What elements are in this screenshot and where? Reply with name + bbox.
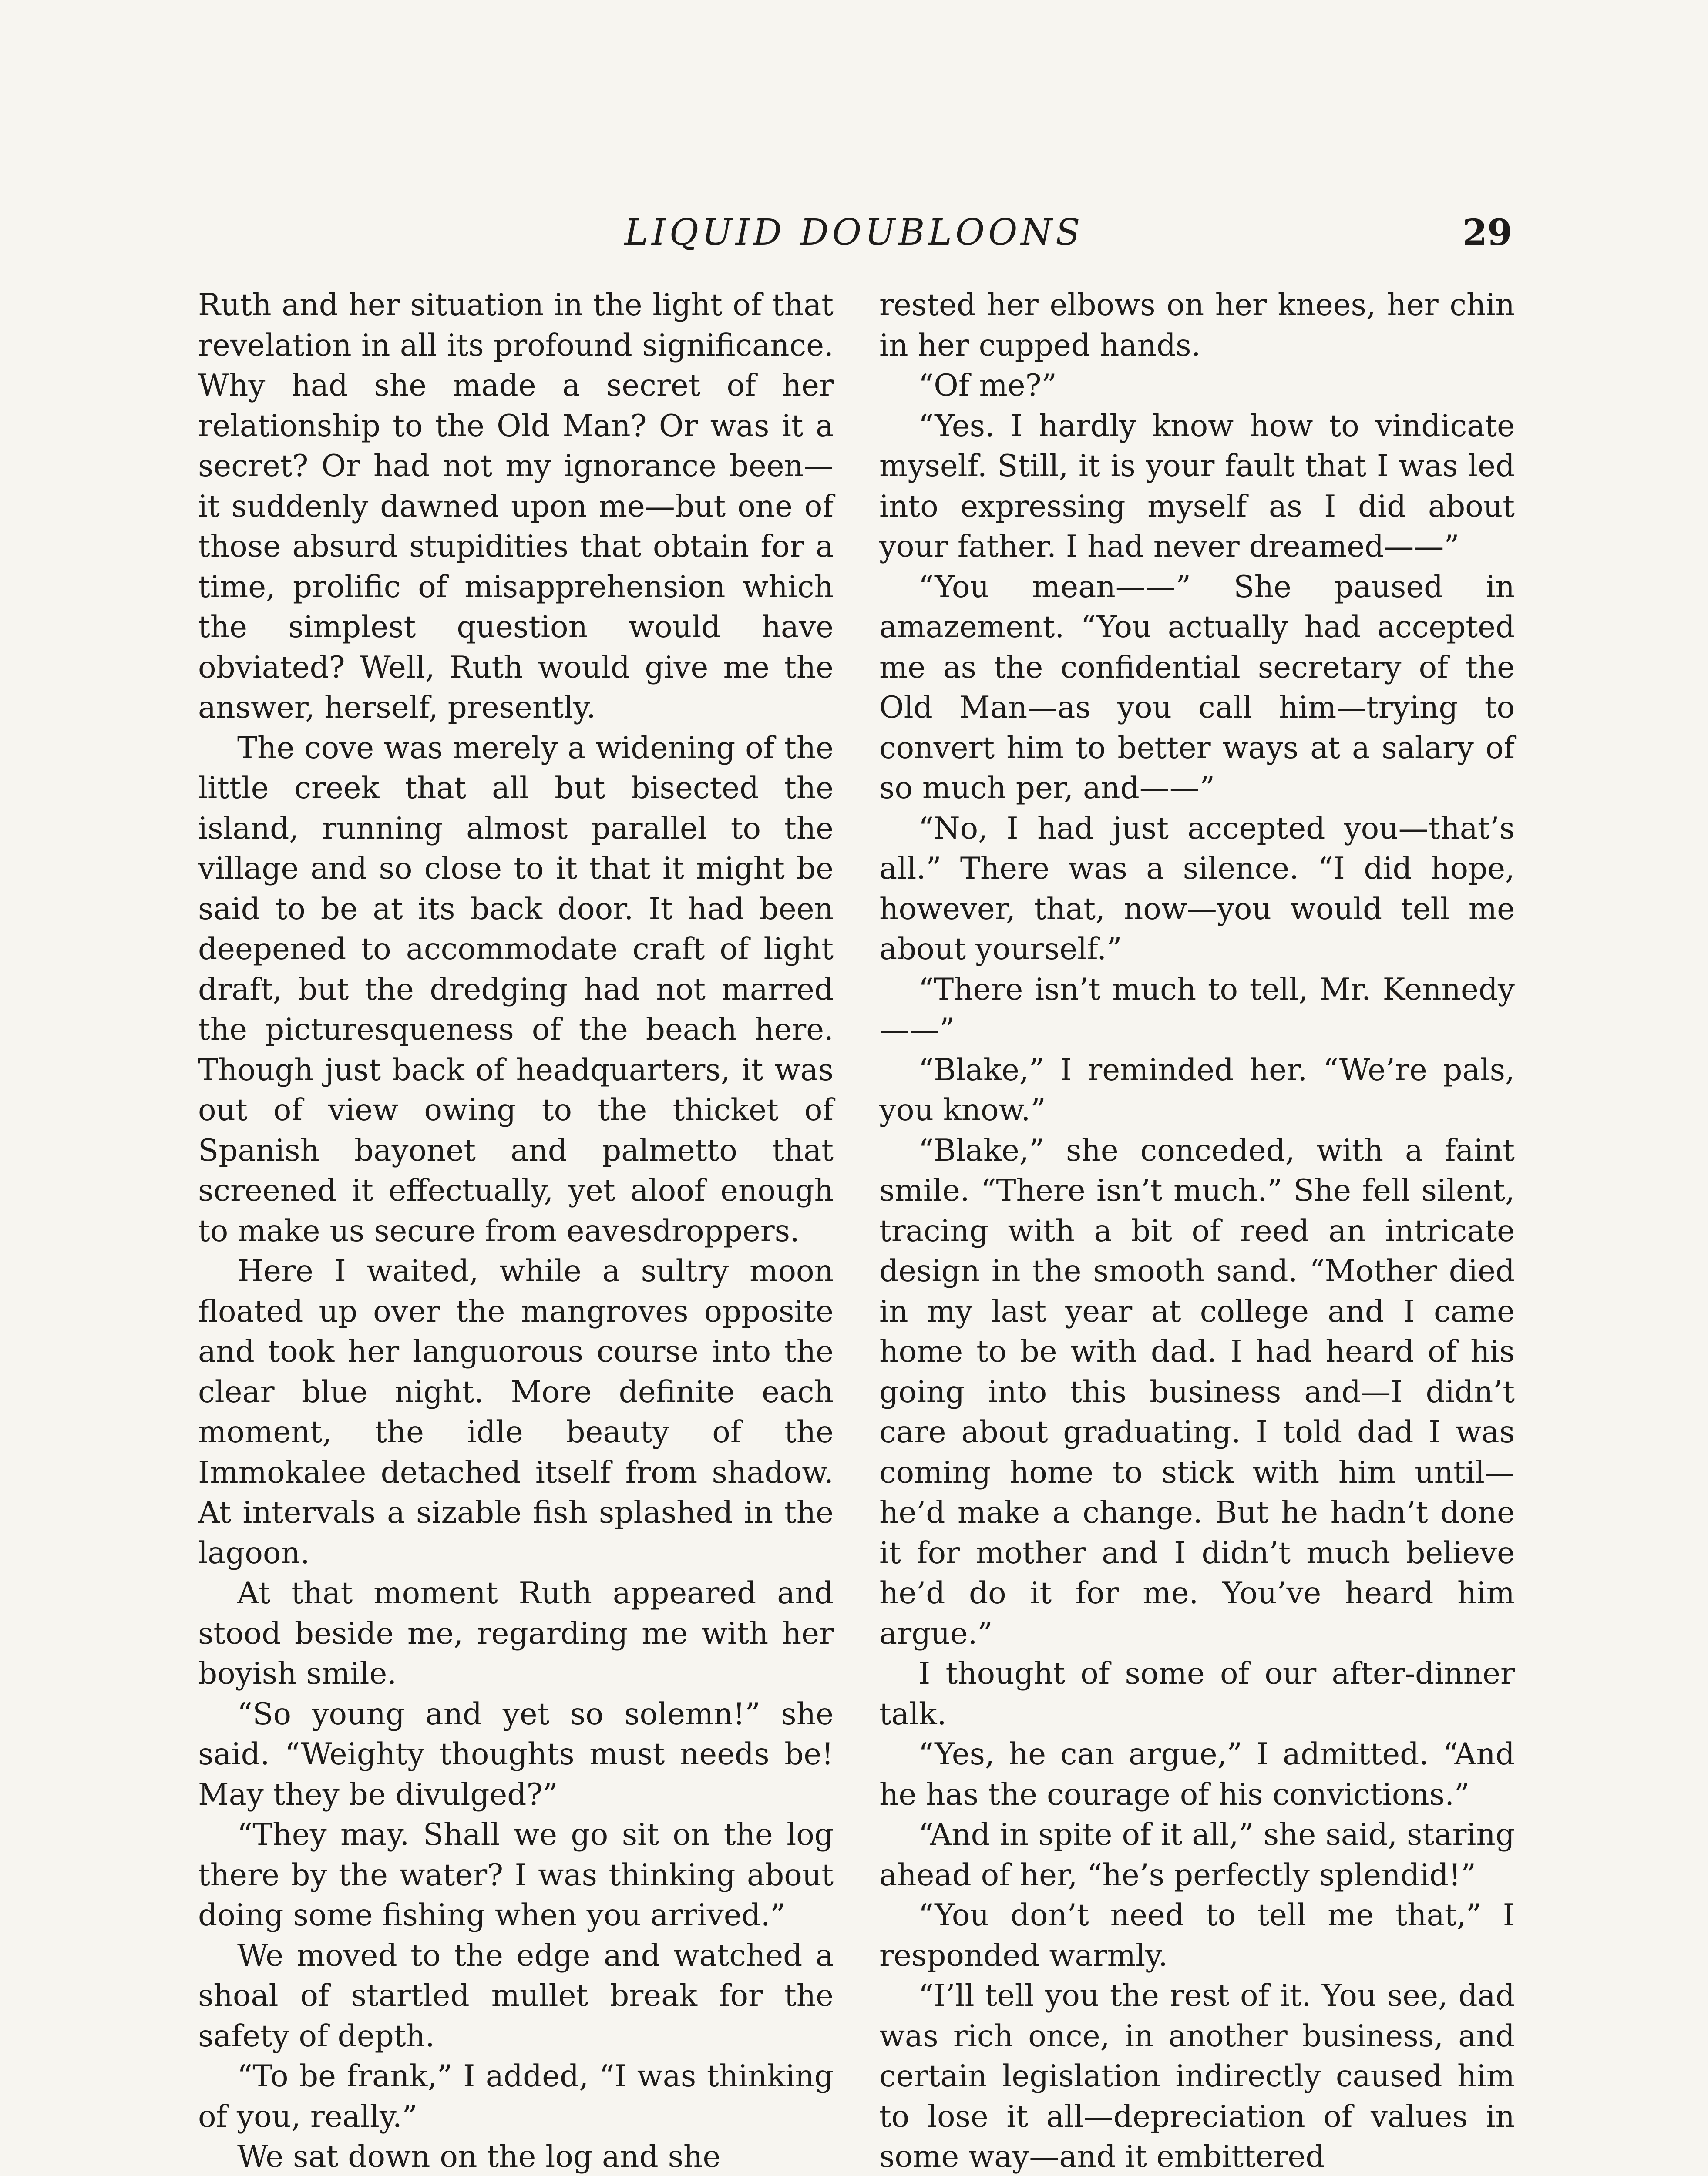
paragraph: The cove was merely a widening of the little creek that all but bisected the island, running almost parallel to the village and so close to it that it might be said to be at its back door. It had been deepened to accommodate craft of light draft, but the dredging had not marred the picturesqueness of the beach here. Though just back of headquarters, it was out of view owing to the thicket of Spanish bayonet and palmetto that screened it effectually, yet aloof enough to make us secure from eavesdroppers. [198, 730, 834, 1249]
paragraph: “No, I had just accepted you—that’s all.” There was a silence. “I did hope, however, that, now—you would tell me about yourself.” [879, 811, 1515, 967]
paragraph: “And in spite of it all,” she said, staring ahead of her, “he’s perfectly splendid!” [879, 1817, 1515, 1893]
paragraph: “There isn’t much to tell, Mr. Kennedy——” [879, 972, 1515, 1047]
paragraph: “Of me?” [918, 368, 1057, 403]
paragraph: “I’ll tell you the rest of it. You see, dad was rich once, in another business, and certain legislation indirectly caused him to lose it all—depreciation of values in some way—and it embittered [879, 1978, 1515, 2174]
paragraph: “So young and yet so solemn!” she said. “Weighty thoughts must needs be! May they be divulged?” [198, 1696, 834, 1812]
paragraph: At that moment Ruth appeared and stood beside me, regarding me with her boyish smile. [198, 1576, 834, 1691]
paragraph: “Blake,” she conceded, with a faint smile. “There isn’t much.” She fell silent, tracing with a bit of reed an intricate design in the smooth sand. “Mother died in my last year at college and I came home to be with dad. I had heard of his going into this business and—I didn’t care about graduating. I told dad I was coming home to stick with him until—he’d make a change. But he hadn’t done it for mother and I didn’t much believe he’d do it for me. You’ve heard him argue.” [879, 1133, 1515, 1651]
running-title: LIQUID DOUBLOONS [624, 212, 1084, 253]
paragraph: We moved to the edge and watched a shoal of startled mullet break for the safety of depth. [198, 1938, 834, 2054]
paragraph: We sat down on the log and she [237, 2139, 721, 2174]
paragraph: “Yes. I hardly know how to vindicate myself. Still, it is your fault that I was led into expressing myself as I did about your father. I had never dreamed——” [879, 408, 1515, 564]
paragraph: “You mean——” She paused in amazement. “You actually had accepted me as the confidential secretary of the Old Man—as you call him—trying to convert him to better ways at a salary of so much per, and——” [879, 569, 1515, 806]
paragraph: “To be frank,” I added, “I was thinking of you, really.” [198, 2059, 834, 2134]
right-column [879, 285, 1515, 2176]
page-header [0, 205, 1708, 261]
paragraph: “They may. Shall we go sit on the log there by the water? I was thinking about doing some fishing when you arrived.” [198, 1817, 834, 1933]
paragraph: rested her elbows on her knees, her chin in her cupped hands. [879, 288, 1515, 363]
paragraph: Here I waited, while a sultry moon floated up over the mangroves opposite and took her languorous course into the clear blue night. More definite each moment, the idle beauty of the Immokalee detached itself from shadow. At intervals a sizable fish splashed in the lagoon. [198, 1254, 834, 1571]
paragraph: Ruth and her situation in the light of that revelation in all its profound significance. Why had she made a secret of her relationship to the Old Man? Or was it a secret? Or had not my ignorance been—it suddenly dawned upon me—but one of those absurd stupidities that obtain for a time, prolific of misapprehension which the simplest question would have obviated? Well, Ruth would give me the answer, herself, presently. [198, 288, 834, 725]
page-number: 29 [1463, 212, 1513, 254]
left-column [198, 285, 834, 2176]
paragraph: “Yes, he can argue,” I admitted. “And he has the courage of his convictions.” [879, 1737, 1515, 1812]
paragraph: “Blake,” I reminded her. “We’re pals, you know.” [879, 1052, 1515, 1128]
paragraph: I thought of some of our after-dinner talk. [879, 1656, 1515, 1732]
paragraph: “You don’t need to tell me that,” I responded warmly. [879, 1898, 1515, 1973]
